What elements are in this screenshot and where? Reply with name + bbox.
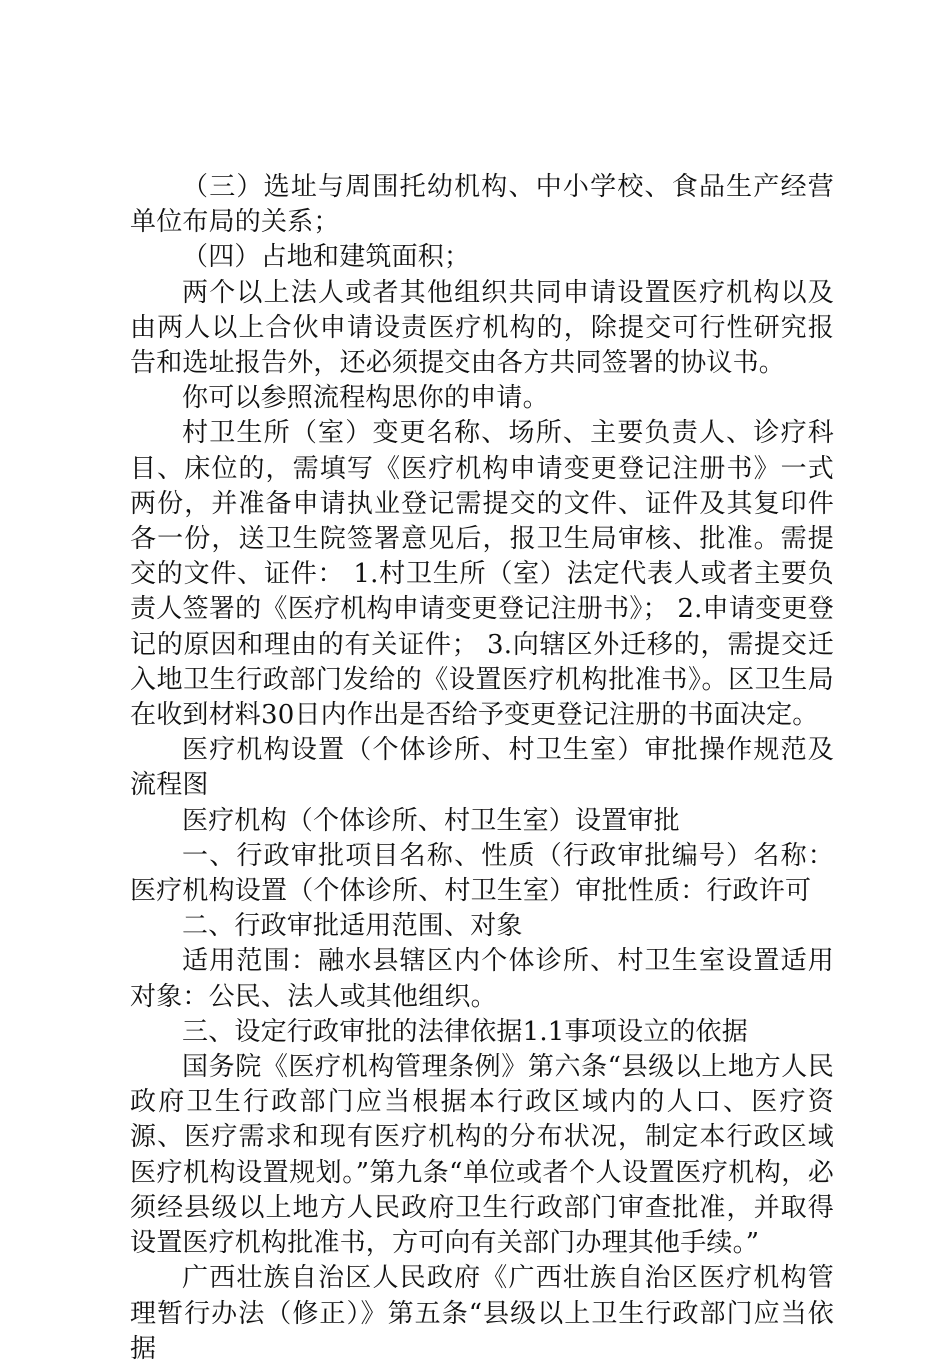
paragraph-approval-title: 医疗机构（个体诊所、村卫生室）设置审批 <box>182 805 680 836</box>
paragraph-joint-application: 两个以上法人或者其他组织共同申请设置医疗机构以及由两人以上合伙申请设责医疗机构的，除提交可行性研究报告和选址报告外，还必须提交由各方共同签署的协议书。 <box>130 277 834 379</box>
document-body <box>130 170 834 1367</box>
paragraph-site-selection: （三）选址与周围托幼机构、中小学校、食品生产经营单位布局的关系； <box>130 172 834 238</box>
paragraph-section-two: 二、行政审批适用范围、对象 <box>182 911 523 942</box>
paragraph-section-three: 三、设定行政审批的法律依据1.1事项设立的依据 <box>182 1016 748 1047</box>
paragraph-scope: 适用范围：融水县辖区内个体诊所、村卫生室设置适用对象：公民、法人或其他组织。 <box>130 946 834 1012</box>
paragraph-guangxi-regulation: 广西壮族自治区人民政府《广西壮族自治区医疗机构管理暂行办法（修正）》第五条“县级以上卫生行政部门应当依据 <box>130 1263 834 1364</box>
paragraph-section-one: 一、行政审批项目名称、性质（行政审批编号）名称：医疗机构设置（个体诊所、村卫生室）审批性质：行政许可 <box>130 840 834 907</box>
paragraph-village-clinic-change: 村卫生所（室）变更名称、场所、主要负责人、诊疗科目、床位的，需填写《医疗机构申请变更登记注册书》一式两份，并准备申请执业登记需提交的文件、证件及其复印件各一份，送卫生院签署意见后，报卫生局审核、批准。需提交的文件、证件： 1.村卫生所（室）法定代表人或者主要负责人签署的《医疗机构申请变更登记注册书》； 2.申请变更登记的原因和理由的有关证件； 3.向辖区外迁移的，需提交迁入地卫生行政部门发给的《设置医疗机构批准书》。区卫生局在收到材料30日内作出是否给予变更登记注册的书面决定。 <box>130 418 834 731</box>
paragraph-floor-area: （四）占地和建筑面积； <box>182 242 471 273</box>
paragraph-procedure-title: 医疗机构设置（个体诊所、村卫生室）审批操作规范及流程图 <box>130 735 834 801</box>
paragraph-reference-flow: 你可以参照流程构思你的申请。 <box>182 383 549 414</box>
paragraph-state-council-regulation: 国务院《医疗机构管理条例》第六条“县级以上地方人民政府卫生行政部门应当根据本行政区域内的人口、医疗资源、医疗需求和现有医疗机构的分布状况，制定本行政区域医疗机构设置规划。”第九条“单位或者个人设置医疗机构，必须经县级以上地方人民政府卫生行政部门审查批准，并取得设置医疗机构批准书，方可向有关部门办理其他手续。” <box>130 1052 834 1259</box>
